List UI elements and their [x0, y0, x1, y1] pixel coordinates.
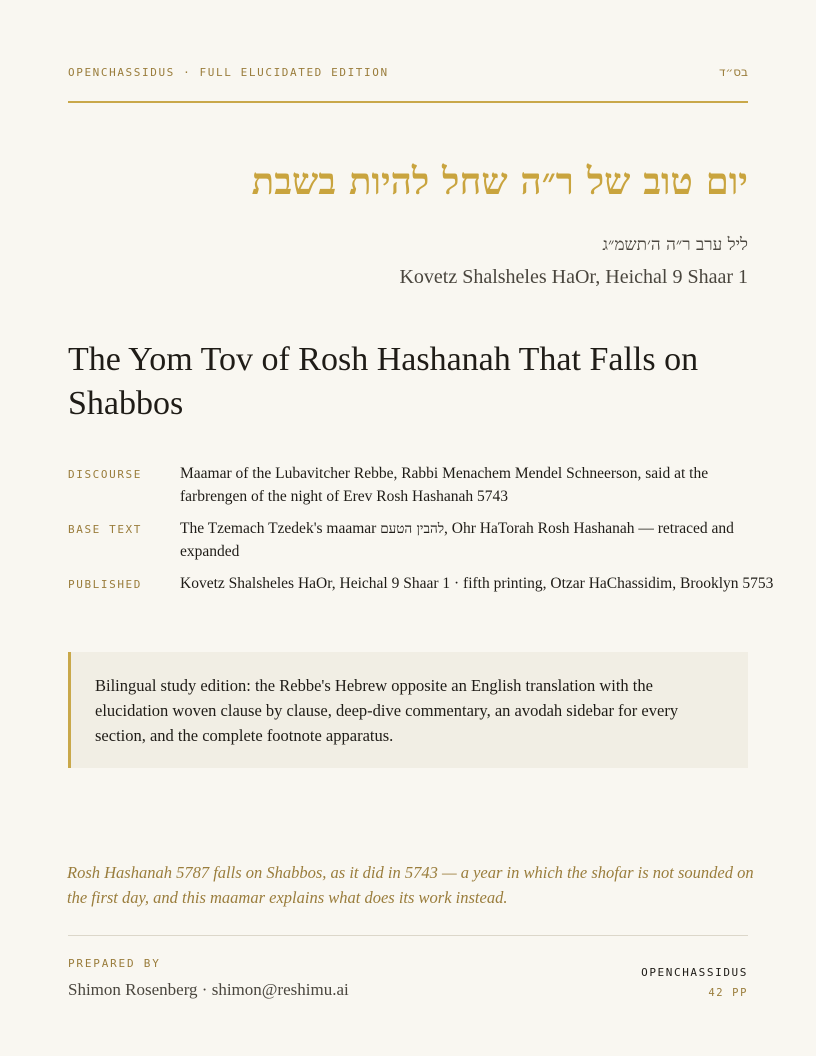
- title-page: [67, 0, 774, 1056]
- page-header: [68, 66, 748, 103]
- prepared-by-label: PREPARED BY: [68, 957, 161, 970]
- calendar-note: Rosh Hashanah 5787 falls on Shabbos, as it did in 5743 — a year in which the shofar is not sounded on the first day, and this maamar explains what does its work instead.: [67, 863, 754, 907]
- meta-row-base-text: [68, 518, 768, 563]
- footer-brand: OPENCHASSIDUS: [641, 966, 748, 979]
- base-text-hebrew-title: להבין הטעם: [380, 521, 445, 537]
- meta-value-published: Kovetz Shalsheles HaOr, Heichal 9 Shaar 1 · fifth printing, Otzar HaChassidim, Brooklyn 5753: [180, 575, 774, 592]
- metadata-table: [68, 463, 774, 606]
- footer-divider: [68, 935, 748, 936]
- meta-value-discourse: Maamar of the Lubavitcher Rebbe, Rabbi Menachem Mendel Schneerson, said at the farbrengen of the night of Erev Rosh Hashanah 5743: [180, 465, 709, 505]
- meta-label-base-text: BASE TEXT: [68, 523, 143, 536]
- meta-row-discourse: [68, 463, 768, 508]
- hebrew-subtitle: ליל ערב ר״ה ה׳תשמ״ג: [602, 235, 748, 255]
- base-text-suffix: , Ohr HaTorah Rosh Hashanah — retraced and expanded: [180, 520, 734, 560]
- base-text-prefix: The Tzemach Tzedek's maamar: [180, 520, 377, 537]
- edition-brand: OPENCHASSIDUS · FULL ELUCIDATED EDITION: [68, 66, 389, 79]
- english-title: The Yom Tov of Rosh Hashanah That Falls on Shabbos: [68, 341, 699, 422]
- meta-label-published: PUBLISHED: [68, 578, 143, 591]
- meta-value-base-text: [180, 518, 768, 563]
- prepared-by-name: Shimon Rosenberg · shimon@reshimu.ai: [68, 980, 349, 999]
- meta-row-published: [68, 573, 774, 596]
- edition-description-callout: Bilingual study edition: the Rebbe's Hebrew opposite an English translation with the elucidation woven clause by clause, deep-dive commentary, an avodah sidebar for every section, and the complete footnote apparatus.: [68, 652, 748, 768]
- source-reference: Kovetz Shalsheles HaOr, Heichal 9 Shaar 1: [399, 266, 748, 288]
- hebrew-title: יום טוב של ר״ה שחל להיות בשבת: [251, 159, 748, 203]
- page-count: 42 PP: [708, 987, 748, 999]
- bsd-mark: בס״ד: [718, 65, 748, 79]
- meta-label-discourse: DISCOURSE: [68, 468, 143, 481]
